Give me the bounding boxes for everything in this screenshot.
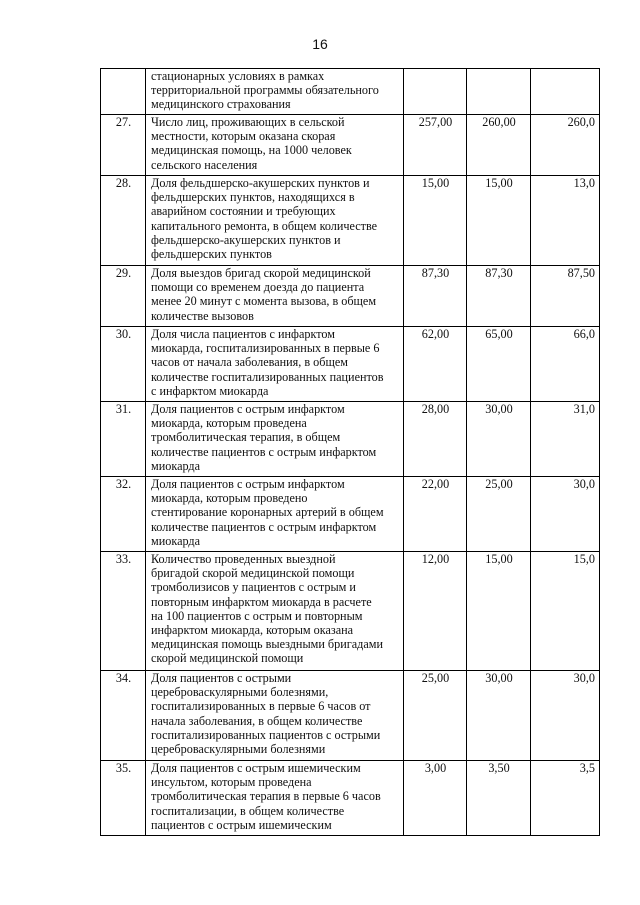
value-col-2: 25,00 — [467, 477, 531, 552]
value-col-2: 65,00 — [467, 327, 531, 402]
row-description: Доля выездов бригад скорой медицинской помощи со временем доезда до пациента менее 20 минут с момента вызова, в общем количестве вызовов — [146, 266, 404, 327]
row-description: Доля пациентов с острыми цереброваскулярными болезнями, госпитализированных в первые 6 часов от начала заболевания, в общем количестве госпитализированных пациентов с острыми цереброваскулярными болезнями — [146, 671, 404, 761]
row-description: Количество проведенных выездной бригадой скорой медицинской помощи тромболизисов у пациентов с острым и повторным инфарктом миокарда в расчете на 100 пациентов с острым и повторным инфарктом миокарда, которым оказана медицинская помощь выездными бригадами скорой медицинской помощи — [146, 552, 404, 671]
value-col-2: 30,00 — [467, 402, 531, 477]
row-description: Доля пациентов с острым инфарктом миокарда, которым проведена тромболитическая терапия, в общем количестве пациентов с острым инфарктом миокарда — [146, 402, 404, 477]
value-col-1: 87,30 — [404, 266, 467, 327]
row-number: 27. — [101, 115, 146, 176]
value-col-2 — [467, 69, 531, 115]
value-col-3: 260,0 — [531, 115, 600, 176]
row-number: 32. — [101, 477, 146, 552]
indicators-table — [100, 68, 600, 836]
value-col-3 — [531, 69, 600, 115]
value-col-1: 62,00 — [404, 327, 467, 402]
value-col-1: 3,00 — [404, 761, 467, 836]
value-col-2: 87,30 — [467, 266, 531, 327]
row-description: Число лиц, проживающих в сельской местности, которым оказана скорая медицинская помощь, на 1000 человек сельского населения — [146, 115, 404, 176]
row-description: Доля числа пациентов с инфарктом миокарда, госпитализированных в первые 6 часов от начала заболевания, в общем количестве госпитализированных пациентов с инфарктом миокарда — [146, 327, 404, 402]
table-row — [101, 69, 600, 115]
value-col-2: 3,50 — [467, 761, 531, 836]
row-number — [101, 69, 146, 115]
table-row — [101, 761, 600, 836]
value-col-3: 66,0 — [531, 327, 600, 402]
value-col-3: 15,0 — [531, 552, 600, 671]
value-col-1 — [404, 69, 467, 115]
table-row — [101, 477, 600, 552]
row-description: Доля пациентов с острым инфарктом миокарда, которым проведено стентирование коронарных артерий в общем количестве пациентов с острым инфарктом миокарда — [146, 477, 404, 552]
row-number: 35. — [101, 761, 146, 836]
row-number: 31. — [101, 402, 146, 477]
value-col-3: 30,0 — [531, 477, 600, 552]
table-row — [101, 671, 600, 761]
value-col-3: 13,0 — [531, 176, 600, 266]
row-description: стационарных условиях в рамках территориальной программы обязательного медицинского страхования — [146, 69, 404, 115]
value-col-3: 3,5 — [531, 761, 600, 836]
value-col-1: 12,00 — [404, 552, 467, 671]
value-col-2: 260,00 — [467, 115, 531, 176]
value-col-1: 257,00 — [404, 115, 467, 176]
table-row — [101, 176, 600, 266]
value-col-3: 87,50 — [531, 266, 600, 327]
table-row — [101, 552, 600, 671]
row-description: Доля фельдшерско-акушерских пунктов и фельдшерских пунктов, находящихся в аварийном состоянии и требующих капитального ремонта, в общем количестве фельдшерско-акушерских пунктов и фельдшерских пунктов — [146, 176, 404, 266]
value-col-1: 15,00 — [404, 176, 467, 266]
row-number: 33. — [101, 552, 146, 671]
value-col-3: 31,0 — [531, 402, 600, 477]
value-col-2: 15,00 — [467, 176, 531, 266]
table-row — [101, 327, 600, 402]
table-row — [101, 115, 600, 176]
value-col-1: 28,00 — [404, 402, 467, 477]
row-description: Доля пациентов с острым ишемическим инсультом, которым проведена тромболитическая терапия в первые 6 часов госпитализации, в общем количестве пациентов с острым ишемическим — [146, 761, 404, 836]
indicators-table-body — [101, 69, 600, 836]
row-number: 30. — [101, 327, 146, 402]
value-col-1: 25,00 — [404, 671, 467, 761]
row-number: 34. — [101, 671, 146, 761]
value-col-1: 22,00 — [404, 477, 467, 552]
row-number: 29. — [101, 266, 146, 327]
value-col-3: 30,0 — [531, 671, 600, 761]
value-col-2: 30,00 — [467, 671, 531, 761]
row-number: 28. — [101, 176, 146, 266]
table-row — [101, 266, 600, 327]
value-col-2: 15,00 — [467, 552, 531, 671]
page-number: 16 — [312, 36, 328, 52]
table-row — [101, 402, 600, 477]
